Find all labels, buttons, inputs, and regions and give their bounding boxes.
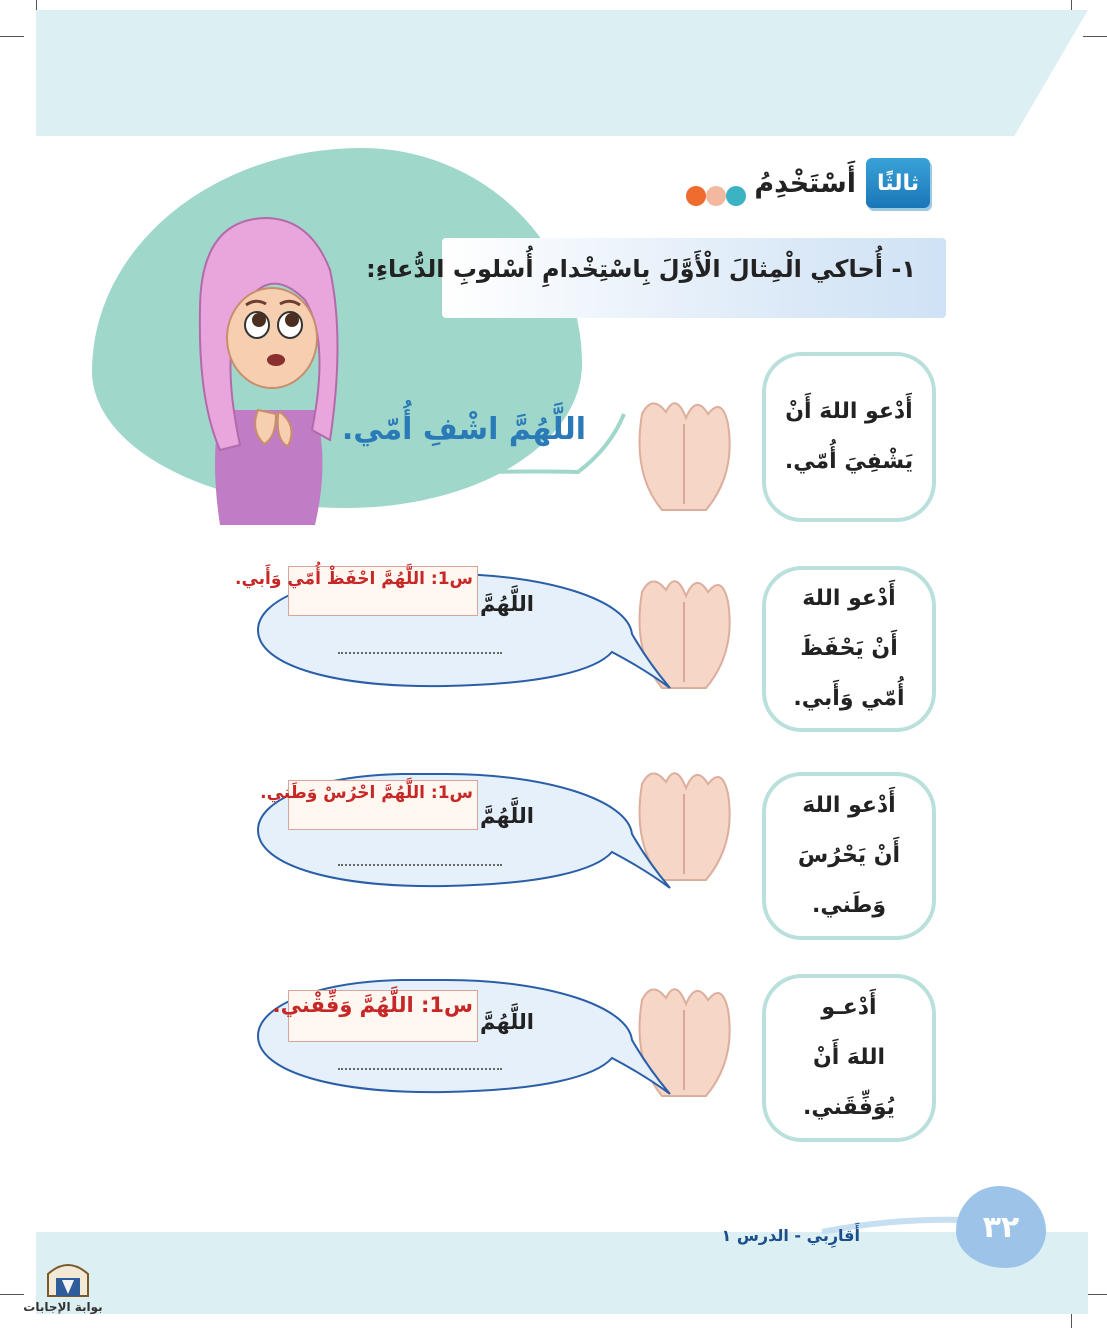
card-line: أَدْعو اللهَ أَنْ [785, 399, 913, 424]
prompt-card-3 [762, 974, 936, 1142]
answer-field-2[interactable]: س1: اللَّهُمَّ احْرُسْ وَطَني. [288, 780, 478, 830]
card-line: أَدْعـو [821, 995, 877, 1020]
prefix-label: اللَّهُمَّ [480, 592, 534, 616]
example-answer: اللَّهُمَّ اشْفِ أُمّي. [341, 412, 586, 447]
instruction-text: ١- أُحاكي الْمِثالَ الْأَوَّلَ بِاسْتِخْدامِ أُسْلوبِ الدُّعاءِ: [366, 255, 916, 283]
header-band [36, 10, 1088, 136]
decorative-dot-orange [686, 186, 706, 206]
prompt-card-2 [762, 772, 936, 940]
card-line: أَدْعو اللهَ [802, 586, 896, 611]
card-line: يَشْفِيَ أُمّي. [784, 449, 914, 474]
decorative-dot-peach [706, 186, 726, 206]
prefix-label: اللَّهُمَّ [480, 804, 534, 828]
card-line: أَنْ يَحْفَظَ [800, 636, 898, 661]
answer-field-3[interactable]: س1: اللَّهُمَّ وَفِّقْني. [288, 990, 478, 1042]
section-badge: ثالثًا [866, 158, 930, 208]
footer-band [36, 1232, 1088, 1314]
card-line: يُوَفِّقَني. [803, 1095, 895, 1120]
logo-text: بوابة الإجابات [23, 1300, 103, 1314]
crop-mark [0, 36, 24, 37]
prompt-card-1 [762, 566, 936, 732]
card-line: أَدْعو اللهَ [802, 793, 896, 818]
dotted-answer-line [338, 864, 502, 866]
dotted-answer-line [338, 652, 502, 654]
dotted-answer-line [338, 1068, 502, 1070]
answer-field-1[interactable]: س1: اللَّهُمَّ احْفَظْ أُمّي وَأَبي. [288, 566, 478, 616]
card-line: اللهَ أَنْ [812, 1045, 886, 1070]
decorative-dot-teal [726, 186, 746, 206]
prefix-label: اللَّهُمَّ [480, 1010, 534, 1034]
praying-girl-illustration [180, 200, 350, 525]
praying-hands-icon [632, 384, 736, 514]
card-line: أَنْ يَحْرُسَ [797, 843, 901, 868]
section-title: أَسْتَخْدِمُ [754, 168, 856, 199]
page-number: ٣٢ [956, 1186, 1046, 1268]
crop-mark [0, 1294, 24, 1295]
card-line: وَطَني. [812, 893, 886, 918]
lesson-label: أَقارِبي - الدرس ١ [721, 1226, 860, 1245]
crop-mark [1083, 36, 1107, 37]
card-line: أُمّي وَأَبي. [793, 686, 905, 711]
prompt-card-example [762, 352, 936, 522]
